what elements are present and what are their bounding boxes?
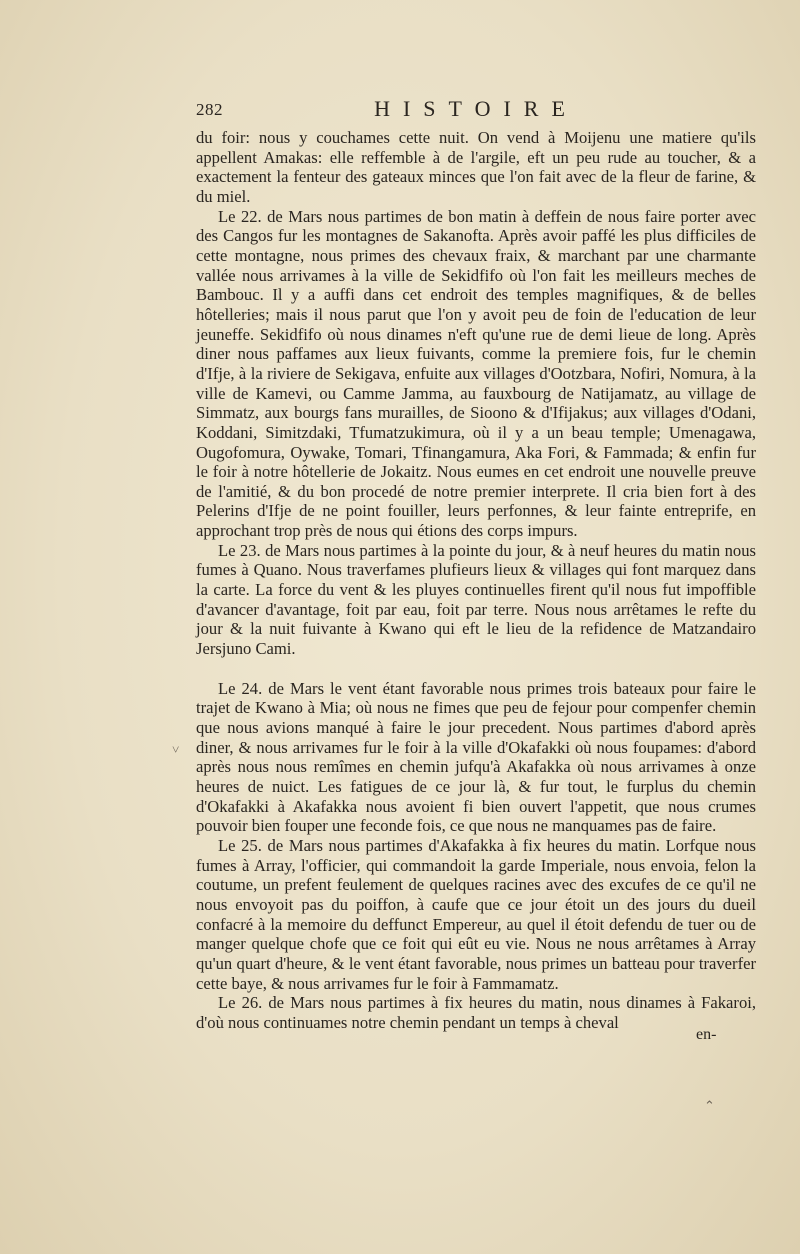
ink-mark-icon: ⌃ <box>704 1098 715 1113</box>
margin-mark-icon: ˅ <box>172 742 180 757</box>
paragraph-march-22: Le 22. de Mars nous partimes de bon matin à deffein de nous faire porter avec des Cangos fur les montagnes de Sakanofta. Après avoir paffé les plus difficiles de cette montagne, nous primes des chevaux fraix, & marchant par une charmante vallée nous arrivames à la ville de Sekidfifo où l'on fait les meilleurs meches de Bambouc. Il y a auffi dans cet endroit des temples magnifiques, & de belles hôtelleries; mais il nous parut que l'on y avoit peu de foin de l'education de leur jeuneffe. Sekidfifo où nous dinames n'eft qu'une rue de demi lieue de long. Après diner nous paffames aux lieux fuivants, comme la premiere fois, fur le chemin d'Ifje, à la riviere de Sekigava, enfuite aux villages d'Ootzbara, Nofiri, Nomura, à la ville de Kamevi, ou Camme Jamma, au fauxbourg de Natijamatz, au village de Simmatz, aux bourgs fans murailles, de Sioono & d'Ifijakus; aux villages d'Odani, Koddani, Simitzdaki, Tfumatzukimura, où il y a un beau temple; Umenagawa, Ougofomura, Oywake, Tomari, Tfinangamura, Aka Fori, & Fammada; & enfin fur le foir à notre hôtellerie de Jokaitz. Nous eumes en cet endroit une nouvelle preuve de l'amitié, & du bon procedé de notre premier interprete. Il cria bien fort à des Pelerins d'Ifje de ne point fouiller, leurs perfonnes, & leur fainte entreprife, en approchant trop près de nous qui étions des corps impurs. <box>196 206 756 541</box>
paragraph-continuation: du foir: nous y couchames cette nuit. On vend à Moijenu une matiere qu'ils appellent Amakas: elle reffemble à de l'argile, eft un peu rude au toucher, & a exactement la fenteur des gateaux minces que l'on fait avec de la fleur de farine, & du miel. <box>196 128 756 206</box>
paragraph-march-23: Le 23. de Mars nous partimes à la pointe du jour, & à neuf heures du matin nous fumes à Quano. Nous traverfames plufieurs lieux & villages qui font marquez dans la carte. La force du vent & les pluyes continuelles firent qu'il nous fut impoffible d'avancer d'avantage, foit par eau, foit par terre. Nous nous arrêtames le refte du jour & la nuit fuivante à Kwano qui eft le lieu de la refidence de Matzandairo Jersjuno Cami. <box>196 540 756 659</box>
page-number: 282 <box>196 100 223 119</box>
running-title: HISTOIRE <box>374 96 578 121</box>
body-text <box>196 128 756 1033</box>
page-header <box>196 96 756 130</box>
paragraph-march-25: Le 25. de Mars nous partimes d'Akafakka à fix heures du matin. Lorfque nous fumes à Array, l'officier, qui commandoit la garde Imperiale, nous envoia, felon la coutume, un prefent feulement de quelques racines avec des excufes de ce qu'il ne nous envoyoit pas du poiffon, à caufe que ce jour étoit un des jours du dueil confacré à la memoire du deffunct Empereur, au quel il étoit defendu de tuer ou de manger quelque chofe que ce foit qui eût eu vie. Nous ne nous arrêtames à Array qu'un quart d'heure, & le vent étant favorable, nous primes un batteau pour traverfer cette baye, & nous arrivames fur le foir à Fammamatz. <box>196 835 756 993</box>
paragraph-march-26: Le 26. de Mars nous partimes à fix heures du matin, nous dinames à Fakaroi, d'où nous continuames notre chemin pendant un temps à cheval <box>196 993 756 1032</box>
paragraph-march-24: Le 24. de Mars le vent étant favorable nous primes trois bateaux pour faire le trajet de Kwano à Mia; où nous ne fimes que peu de fejour pour compenfer chemin que nous avions manqué à faire le jour precedent. Nous partimes d'abord après diner, & nous arrivames fur le foir à la ville d'Okafakki où nous foupames: d'abord après nous nous remîmes en chemin jufqu'à Akafakka où nous arrivames à onze heures de nuict. Les fatigues de ce jour là, & fur tout, le furplus du chemin d'Okafakki à Akafakka nous avoient fi bien ouvert l'appetit, que nous crumes pouvoir bien fouper une feconde fois, ce que nous ne manquames pas de faire. <box>196 678 756 836</box>
catchword: en- <box>696 1026 717 1043</box>
